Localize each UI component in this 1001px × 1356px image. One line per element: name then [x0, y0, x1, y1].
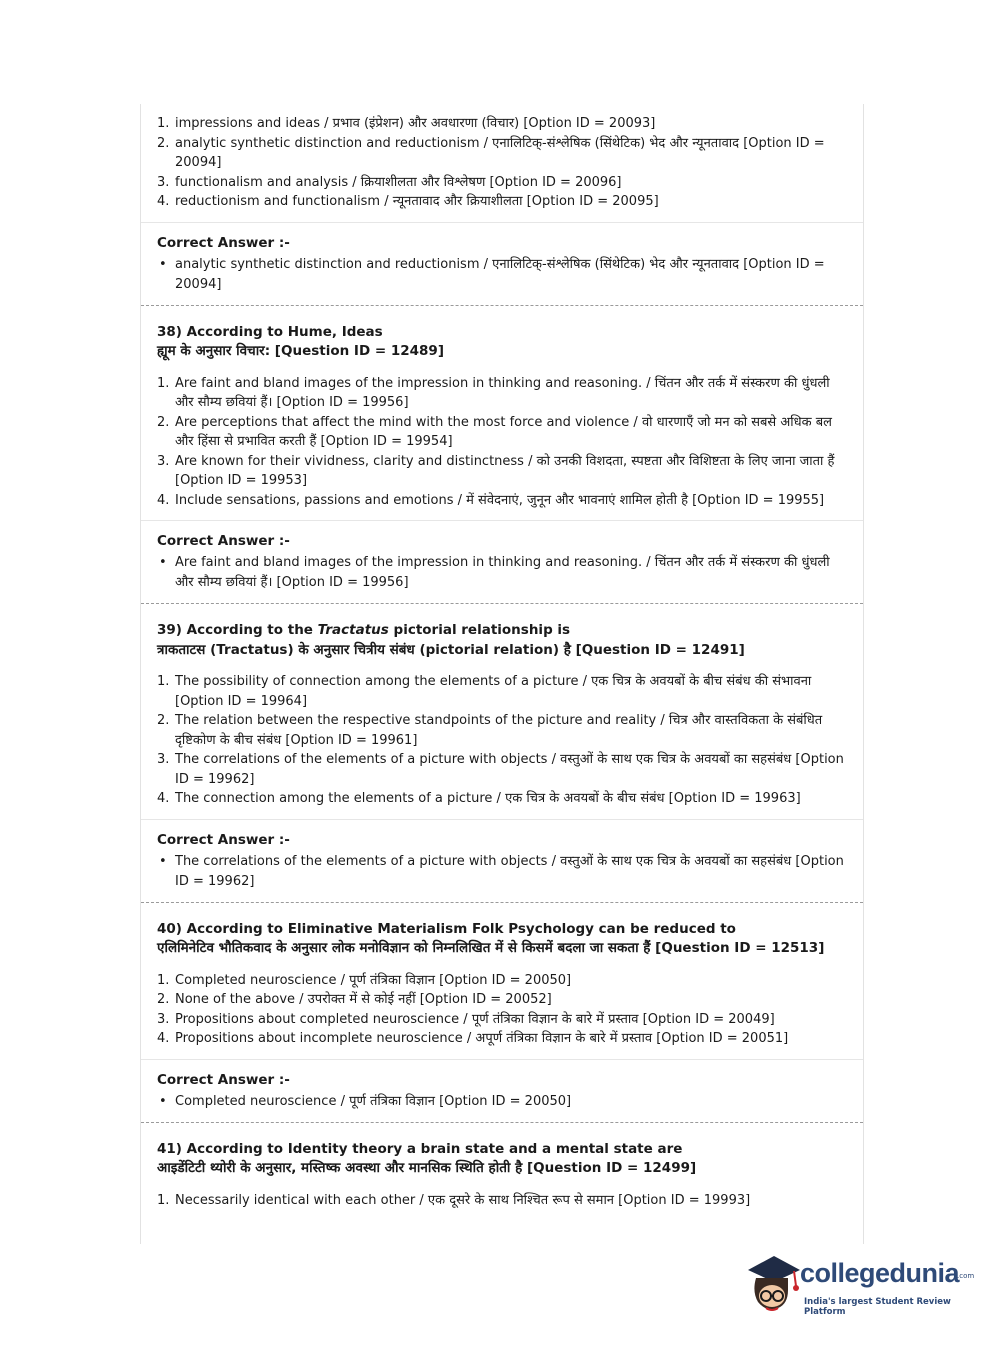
correct-answer: • analytic synthetic distinction and reductionism / एनालिटिक्-संश्लेषिक (सिंथेटिक) भेद और न्यूनतावाद [Option ID = 20094]: [159, 256, 825, 292]
option-1: 1. The possibility of connection among the elements of a picture / एक चित्र के अवयबों के बीच संबंध की संभावना [Option ID = 19964]: [157, 674, 812, 709]
option-number: 3.: [157, 752, 170, 767]
option-number: 1.: [157, 1192, 170, 1208]
tractatus-italic: Tractatus: [317, 622, 389, 638]
mascot-icon: [744, 1252, 804, 1316]
option-number: 1.: [157, 116, 170, 131]
correct-answer-list: [157, 551, 847, 603]
option-1: 1. impressions and ideas / प्रभाव (इंप्रेशन) और अवधारणा (विचार) [Option ID = 20093]: [157, 114, 847, 134]
option-number: 4.: [157, 791, 170, 806]
option-1: 1. Are faint and bland images of the impression in thinking and reasoning. / चिंतन और तर्क में संस्करण की धुंधली और सौम्य छवियां हैं। [Option ID = 19956]: [157, 375, 830, 410]
options-list: [157, 1179, 847, 1221]
question-title: [157, 604, 847, 660]
collegedunia-logo[interactable]: [744, 1252, 974, 1322]
options-list: [157, 362, 847, 521]
option-number: 2.: [157, 135, 170, 151]
option-number: 4.: [157, 492, 170, 508]
question-title-english: 40) According to Eliminative Materialism Folk Psychology can be reduced to: [157, 920, 736, 937]
option-number: 3.: [157, 174, 170, 190]
options-list: [157, 104, 847, 222]
question-title-hindi: ह्यूम के अनुसार विचार: [Question ID = 12489]: [157, 343, 444, 359]
option-2: 2. analytic synthetic distinction and reductionism / एनालिटिक्-संश्लेषिक (सिंथेटिक) भेद और न्यूनतावाद [Option ID = 20094]: [157, 135, 825, 170]
option-number: 2.: [157, 713, 170, 728]
question-title: [157, 1123, 847, 1179]
question-title: [157, 903, 847, 959]
option-1: 1. Necessarily identical with each other / एक दूसरे के साथ निश्चित रूप से समान [Option ID = 19993]: [157, 1191, 847, 1211]
question-40: [141, 903, 863, 1123]
correct-answer: • Completed neuroscience / पूर्ण तंत्रिका विज्ञान [Option ID = 20050]: [159, 1093, 572, 1109]
options-list: [157, 660, 847, 819]
option-number: 1.: [157, 674, 170, 689]
correct-answer: • The correlations of the elements of a picture with objects / वस्तुओं के साथ एक चित्र के अवयबों का सहसंबंध [Option ID = 19962]: [159, 853, 844, 889]
question-title-hindi: त्राकताटस (Tractatus) के अनुसार चित्रीय संबंध (pictorial relation) है [Question ID = 12491]: [157, 641, 745, 658]
option-3: 3. Are known for their vividness, clarity and distinctness / को उनकी विशदता, स्पष्टता और विशिष्टता के लिए जाना जाता हैं [Option ID = 19953]: [157, 453, 835, 488]
document-page: [140, 104, 864, 1244]
option-4: 4. The connection among the elements of a picture / एक चित्र के अवयबों के बीच संबंध [Option ID = 19963]: [157, 789, 847, 809]
option-number: 1.: [157, 375, 170, 391]
correct-answer-title: Correct Answer :-: [157, 831, 290, 848]
question-title-hindi: एलिमिनेटिव भौतिकवाद के अनुसार लोक मनोविज्ञान को निम्नलिखित में से किसमें बदला जा सकता हैं [Question ID = 12513]: [157, 940, 825, 956]
correct-answer-list: [157, 850, 847, 902]
brand-suffix: .com: [957, 1272, 975, 1280]
option-1: 1. Completed neuroscience / पूर्ण तंत्रिका विज्ञान [Option ID = 20050]: [157, 971, 847, 991]
option-number: 1.: [157, 972, 170, 988]
option-3: 3. functionalism and analysis / क्रियाशीलता और विश्लेषण [Option ID = 20096]: [157, 173, 847, 193]
option-4: 4. Propositions about incomplete neuroscience / अपूर्ण तंत्रिका विज्ञान के बारे में प्रस्ताव [Option ID = 20051]: [157, 1029, 847, 1049]
correct-answer-title: Correct Answer :-: [157, 533, 290, 549]
option-2: 2. The relation between the respective standpoints of the picture and reality / चित्र और वास्तविकता के संबंधित दृष्टिकोण के बीच संबंध [Option ID = 19961]: [157, 713, 823, 748]
option-2: 2. Are perceptions that affect the mind with the most force and violence / वो धारणाएँ जो मन को सबसे अधिक बल और हिंसा से प्रभावित करती हैं [Option ID = 19954]: [157, 414, 832, 449]
option-number: 3.: [157, 1011, 170, 1027]
option-number: 2.: [157, 992, 170, 1007]
question-title-hindi: आइडेंटिटी थ्योरी के अनुसार, मस्तिष्क अवस्था और मानसिक स्थिति होती है [Question ID = 12499]: [157, 1160, 697, 1176]
option-number: 3.: [157, 453, 170, 469]
option-number: 4.: [157, 194, 170, 209]
option-4: 4. reductionism and functionalism / न्यूनतावाद और क्रियाशीलता [Option ID = 20095]: [157, 192, 847, 212]
option-number: 2.: [157, 414, 170, 430]
correct-answer-list: [157, 253, 847, 305]
question-37: [141, 104, 863, 306]
question-41: [141, 1123, 863, 1221]
brand-name: collegedunia: [800, 1258, 960, 1288]
correct-answer: • Are faint and bland images of the impression in thinking and reasoning. / चिंतन और तर्क में संस्करण की धुंधली और सौम्य छवियां हैं। [Option ID = 19956]: [159, 555, 830, 590]
option-3: 3. Propositions about completed neuroscience / पूर्ण तंत्रिका विज्ञान के बारे में प्रस्ताव [Option ID = 20049]: [157, 1010, 847, 1030]
question-title-english: 39) According to the Tractatus pictorial relationship is: [157, 622, 571, 638]
question-38: [141, 306, 863, 605]
question-title: [157, 306, 847, 362]
option-2: 2. None of the above / उपरोक्त में से कोई नहीं [Option ID = 20052]: [157, 990, 847, 1010]
option-3: 3. The correlations of the elements of a picture with objects / वस्तुओं के साथ एक चित्र के अवयबों का सहसंबंध [Option ID = 19962]: [157, 752, 844, 787]
question-title-english: 38) According to Hume, Ideas: [157, 323, 383, 340]
correct-answer-list: [157, 1090, 847, 1122]
options-list: [157, 959, 847, 1059]
question-39: [141, 604, 863, 903]
correct-answer-title: Correct Answer :-: [157, 1071, 290, 1088]
option-number: 4.: [157, 1031, 170, 1046]
brand-tagline: India's largest Student Review Platform: [804, 1297, 951, 1317]
correct-answer-title: Correct Answer :-: [157, 234, 290, 251]
option-4: 4. Include sensations, passions and emotions / में संवेदनाएं, जुनून और भावनाएं शामिल होती है [Option ID = 19955]: [157, 491, 847, 511]
question-title-english: 41) According to Identity theory a brain state and a mental state are: [157, 1140, 683, 1157]
